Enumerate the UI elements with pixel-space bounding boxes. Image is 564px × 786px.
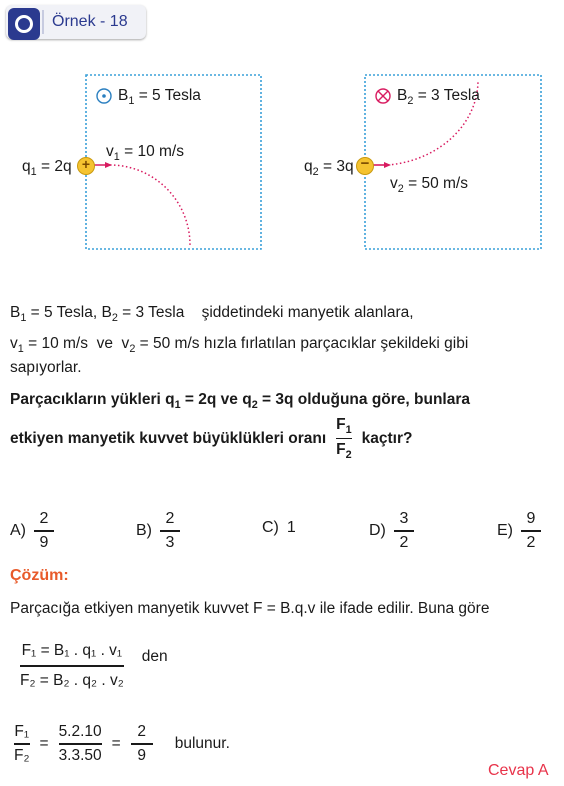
result-equation: $\frac{\text{F₁}}{\text{F₂}}$ = $\frac{5.2.10}{3.3.50}$ = $\frac{2}{9}$ bulunur. [14, 723, 230, 764]
option-c[interactable]: C) 1 [262, 519, 296, 536]
header-divider [42, 10, 44, 34]
solution-intro: Parçacığa etkiyen manyetik kuvvet F = B.q.v ile ifade edilir. Buna göre [10, 600, 490, 617]
problem-line-2: $v_1 = 10$ m/s ve $v_2 = 50$ m/s hızla fırlatılan parçacıklar şekildeki gibi [10, 335, 469, 355]
field-into-page-icon [376, 89, 390, 103]
velocity-label-2: $v_2 = 50$ m/s [390, 175, 468, 195]
ring-icon [8, 8, 40, 40]
question-line-2: etkiyen manyetik kuvvet büyüklükleri oranı $\frac{F_1}{F_2}$ kaçtır? [10, 416, 413, 462]
question-line-1: Parçacıkların yükleri $q_1 = 2q$ ve $q_2 = 3q$ olduğuna göre, bunlara [10, 391, 471, 411]
option-e[interactable]: E) $\frac{9}{2}$ [497, 510, 541, 552]
field-label-1: $B_1 = 5$ Tesla [118, 87, 201, 107]
velocity-label-1: $v_1 = 10$ m/s [106, 143, 184, 163]
option-d[interactable]: D) $\frac{3}{2}$ [369, 510, 414, 552]
option-a[interactable]: A) $\frac{2}{9}$ [10, 510, 54, 552]
charge-label-1: $q_1 = 2q$ [22, 158, 72, 178]
example-title: Örnek - 18 [52, 13, 128, 30]
charge-sign-2: − [360, 155, 370, 172]
solution-title: Çözüm: [10, 567, 69, 584]
force-ratio: $\frac{F_1}{F_2}$ [336, 416, 352, 462]
option-b[interactable]: B) $\frac{2}{3}$ [136, 510, 180, 552]
answer-label: Cevap A [488, 762, 549, 779]
particle-path-1 [110, 165, 190, 245]
field-label-2: $B_2 = 3$ Tesla [397, 87, 480, 107]
problem-line-3: sapıyorlar. [10, 359, 82, 376]
field-out-of-page-icon [97, 89, 111, 103]
charge-label-2: $q_2 = 3q$ [304, 158, 354, 178]
problem-line-1: $B_1 = 5$ Tesla, $B_2 = 3$ Tesla şiddetindeki manyetik alanlara, [10, 304, 414, 324]
charge-sign-1: + [81, 156, 91, 172]
force-equation: $\frac{\text{F₁ = B₁ . q₁ . v₁}}{\text{F₂ = B₂ . q₂ . v₂}}$ den [20, 642, 168, 689]
